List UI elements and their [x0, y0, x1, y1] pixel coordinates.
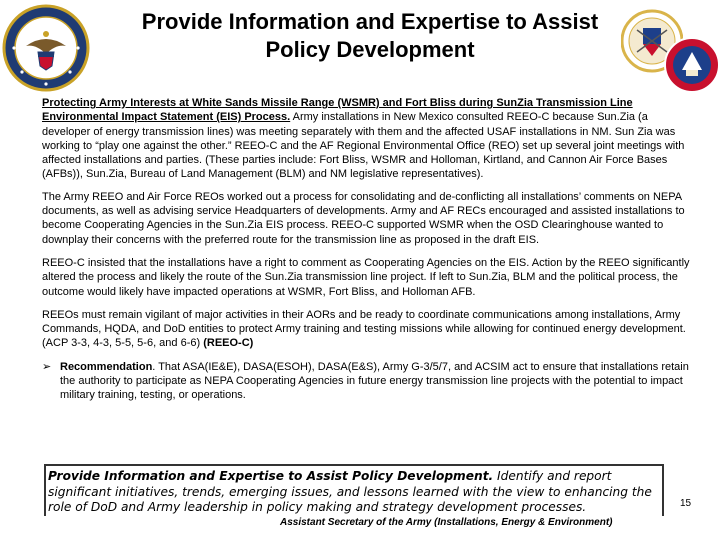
footer-mission-box	[44, 464, 664, 516]
paragraph-reeo-process: The Army REEO and Air Force REOs worked out a process for consolidating and de-conflicting all installations’ comments on NEPA documents, as well as advising service Headquarters of developments. Army and AF RECs encouraged and assisted installations to become Cooperating Agencies in the Sun.Zia EIS process. REEO-C supported WSMR when the OSD Clearinghouse wanted to downplay their concerns with the preferred route for the transmission line as proposed in the draft EIS.	[42, 190, 685, 246]
paragraph-sunzia	[42, 96, 692, 182]
body-text	[42, 96, 692, 403]
footer-box-heading: Provide Information and Expertise to Assist Policy Development.	[48, 469, 494, 483]
title-line-1: Provide Information and Expertise to Assist	[141, 9, 599, 34]
arrow-bullet-icon: ➢	[42, 360, 52, 373]
footer-organization: Assistant Secretary of the Army (Installations, Energy & Environment)	[280, 517, 613, 528]
recommendation-text-block	[60, 360, 692, 403]
paragraph-text: Army installations in New Mexico consulted REEO-C because Sun.Zia (a developer of energy transmission lines) was meeting separately with them and the affected USAF installations in NM. Sun Zia was working to “play one against the other.” REEO-C and the AF Regional Environmental Office (REO) set up several joint meetings with affected installations and parties. (These parties include: Fort Bliss, WSMR and Holloman, Kirtland, and Cannon Air Force Bases (AFBs)), Sun.Zia, Bureau of Land Management (BLM) and NM legislative representatives).	[42, 111, 685, 181]
dod-seal-icon	[2, 4, 90, 92]
paragraph-vigilance	[42, 308, 692, 351]
ima-seal-icon	[664, 30, 720, 100]
page-number: 15	[680, 498, 692, 509]
paragraph-reeo-c-insisted: REEO-C insisted that the installations have a right to comment as Cooperating Agencies on the EIS. Action by the REEO significantly altered the process and likely the route of the Sun.Zia transmission line project. If left to Sun.Zia, BLM and the political process, the outcome would likely have impacted operations at WSMR, Fort Bliss, and Holloman AFB.	[42, 256, 690, 298]
paragraph-text: REEOs must remain vigilant of major activities in their AORs and be ready to coordinate communications among installations, Army Commands, HQDA, and DoD entities to protect Army training and testing missions while allowing for continued energy development. (ACP 3-3, 4-3, 5-5, 5-6, and 6-6)	[42, 308, 686, 350]
recommendation-label: Recommendation	[60, 360, 153, 373]
footer-box-text: Identify and report significant initiatives, trends, emerging issues, and lessons learned with the view to enhancing the role of DoD and Army leadership in policy making and strategy development processes.	[48, 469, 652, 514]
paragraph-lead-heading: Protecting Army Interests at White Sands Missile Range (WSMR) and Fort Bliss during SunZia Transmission Line Environmental Impact Statement (EIS) Process.	[42, 97, 633, 124]
page-title	[100, 8, 640, 64]
recommendation-text: . That ASA(IE&E), DASA(ESOH), DASA(E&S), Army G-3/5/7, and ACSIM act to ensure that installations retain the authority to participate as NEPA Cooperating Agencies in future energy transmission line projects with the potential to impact military training, testing, or operations.	[60, 360, 689, 402]
recommendation	[42, 360, 692, 403]
reeo-c-tag: (REEO-C)	[203, 337, 254, 350]
title-line-2: Policy Development	[265, 37, 475, 62]
